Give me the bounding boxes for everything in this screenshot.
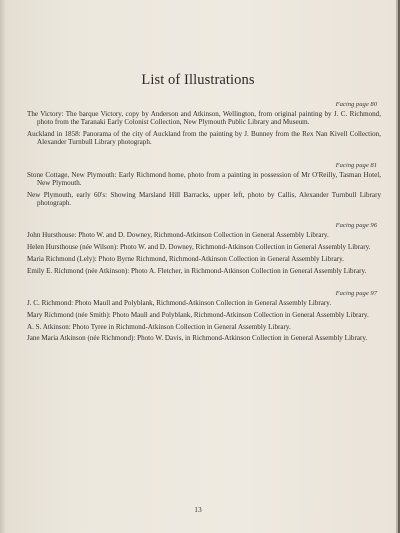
list-item: Helen Hursthouse (née Wilson): Photo W. and D. Downey, Richmond-Atkinson Collection in General Assembly Library. xyxy=(27,243,371,252)
list-item: Stone Cottage, New Plymouth: Early Richmond home, photo from a painting in possession of Mr O'Reilly, Tasman Hotel, New Plymouth. xyxy=(27,170,381,187)
list-item: Maria Richmond (Lely): Photo Byrne Richmond, Richmond-Atkinson Collection in General Assembly Library. xyxy=(27,254,344,263)
facing-page-label: Facing page 96 xyxy=(335,222,377,230)
list-item: Jane Maria Atkinson (née Richmond): Photo W. Davis, in Richmond-Atkinson Collection in General Assembly Library. xyxy=(27,334,368,343)
facing-page-label: Facing page 97 xyxy=(335,290,377,298)
page-edge xyxy=(396,0,398,533)
list-item: The Victory: The barque Victory, copy by Anderson and Atkinson, Wellington, from original painting by J. C. Richmond, photo from the Taranaki Early Colonist Collection, New Plymouth Public Library and Museum. xyxy=(27,110,381,127)
facing-page-label: Facing page 80 xyxy=(335,101,377,108)
list-item: John Hursthouse: Photo W. and D. Downey, Richmond-Atkinson Collection in General Assembly Library. xyxy=(27,231,329,240)
list-item: A. S. Atkinson: Photo Tyree in Richmond-Atkinson Collection in General Assembly Library. xyxy=(27,322,291,331)
section-facing-96 xyxy=(27,221,381,275)
list-item: J. C. Richmond: Photo Maull and Polyblank, Richmond-Atkinson Collection in General Assembly Library. xyxy=(27,299,332,308)
list-item: New Plymouth, early 60's: Showing Marsland Hill Barracks, upper left, photo by Callis, Alexander Turnbull Library photograph. xyxy=(27,190,381,208)
facing-page-label: Facing page 81 xyxy=(335,161,377,169)
section-facing-80 xyxy=(27,100,381,147)
section-facing-97 xyxy=(27,289,381,343)
list-item: Auckland in 1858: Panorama of the city of Auckland from the painting by J. Bunney from the Rex Nan Kivell Collection, Alexander Turnbull Library photograph. xyxy=(27,130,381,147)
section-facing-81 xyxy=(27,161,381,208)
illustrations-list xyxy=(27,100,381,357)
list-item: Mary Richmond (née Smith): Photo Maull and Polyblank, Richmond-Atkinson Collection in General Assembly Library. xyxy=(27,310,369,319)
list-item: Emily E. Richmond (née Atkinson): Photo A. Fletcher, in Richmond-Atkinson Collection in General Assembly Library. xyxy=(27,266,367,275)
page-number: 13 xyxy=(194,505,202,514)
page-title: List of Illustrations xyxy=(141,72,255,88)
